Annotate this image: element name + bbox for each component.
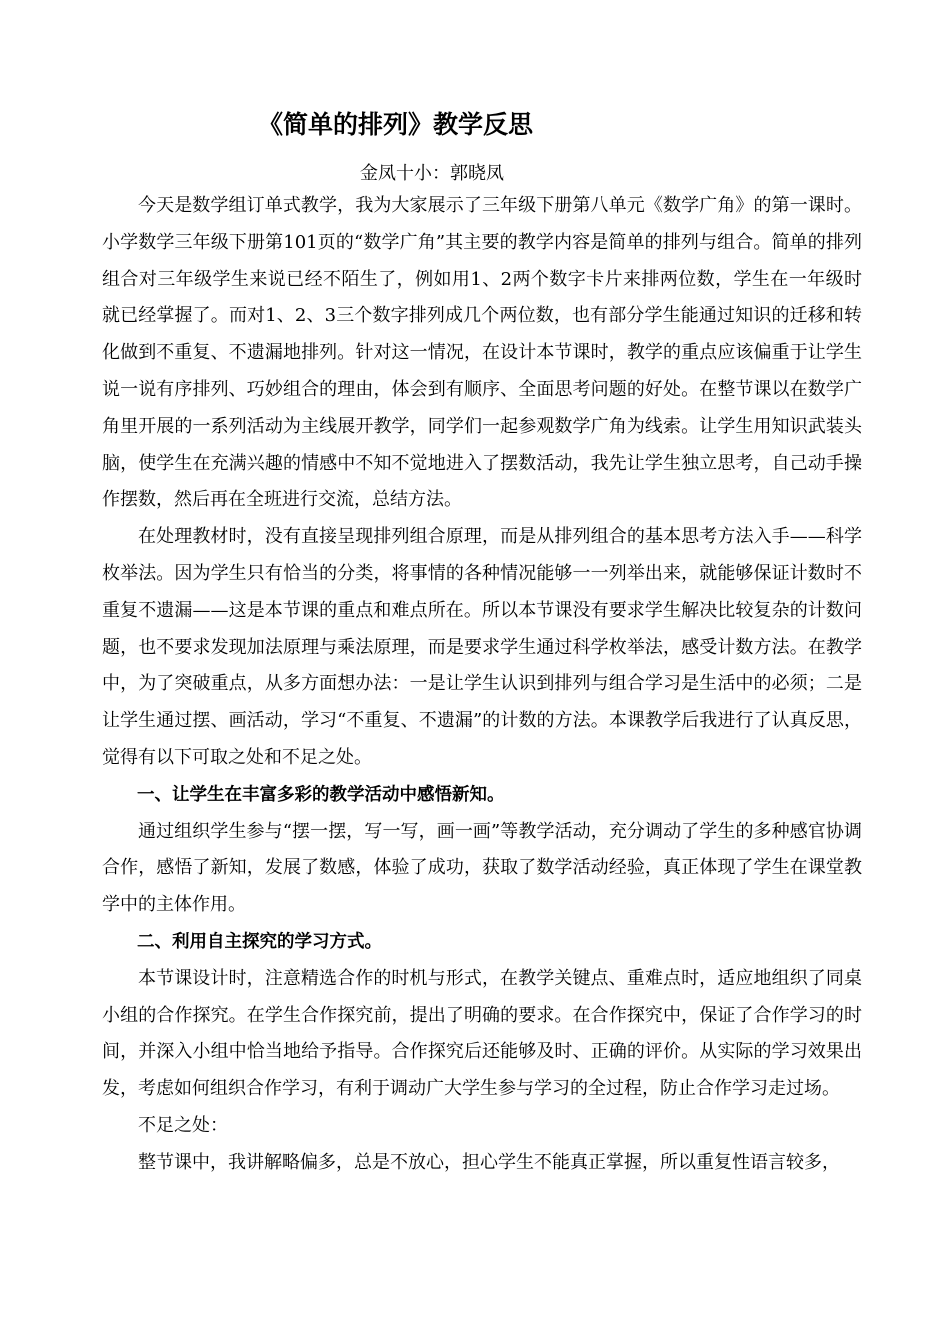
paragraph-shortcomings: 整节课中，我讲解略偏多，总是不放心，担心学生不能真正掌握，所以重复性语言较多， bbox=[138, 1151, 840, 1173]
paragraph-intro: 今天是数学组订单式教学，我为大家展示了三年级下册第八单元《数学广角》的第一课时。小学数学三年级下册第101页的“数学广角”其主要的教学内容是简单的排列与组合。简单的排列组合对三年级学生来说已经不陌生了，例如用1、2两个数字卡片来排两位数，学生在一年级时就已经掌握了。而对1、2、3三个数字排列成几个两位数，也有部分学生能通过知识的迁移和转化做到不重复、不遗漏地排列。针对这一情况，在设计本节课时，教学的重点应该偏重于让学生说一说有序排列、巧妙组合的理由，体会到有顺序、全面思考问题的好处。在整节课以在数学广角里开展的一系列活动为主线展开教学，同学们一起参观数学广角为线索。让学生用知识武装头脑，使学生在充满兴趣的情感中不知不觉地进入了摆数活动，我先让学生独立思考，自己动手操作摆数，然后再在全班进行交流，总结方法。 bbox=[102, 195, 862, 511]
paragraph-section-1: 通过组织学生参与“摆一摆，写一写，画一画”等教学活动，充分调动了学生的多种感官协调合作，感悟了新知，发展了数感，体验了成功，获取了数学活动经验，真正体现了学生在课堂教学中的主体作用。 bbox=[102, 820, 862, 916]
paragraph-materials: 在处理教材时，没有直接呈现排列组合原理，而是从排列组合的基本思考方法入手——科学枚举法。因为学生只有恰当的分类，将事情的各种情况能够一一列举出来，就能够保证计数时不重复不遗漏——这是本节课的重点和难点所在。所以本节课没有要求学生解决比较复杂的计数问题，也不要求发现加法原理与乘法原理，而是要求学生通过科学枚举法，感受计数方法。在教学中，为了突破重点，从多方面想办法：一是让学生认识到排列与组合学习是生活中的必须；二是让学生通过摆、画活动，学习“不重复、不遗漏”的计数的方法。本课教学后我进行了认真反思，觉得有以下可取之处和不足之处。 bbox=[102, 526, 862, 768]
paragraph-section-2: 本节课设计时，注意精选合作的时机与形式，在教学关键点、重难点时，适应地组织了同桌小组的合作探究。在学生合作探究前，提出了明确的要求。在合作探究中，保证了合作学习的时间，并深入小组中恰当地给予指导。合作探究后还能够及时、正确的评价。从实际的学习效果出发，考虑如何组织合作学习，有利于调动广大学生参与学习的全过程，防止合作学习走过场。 bbox=[102, 967, 862, 1100]
section-heading-2: 二、利用自主探究的学习方式。 bbox=[137, 931, 382, 952]
section-heading-1: 一、让学生在丰富多彩的教学活动中感悟新知。 bbox=[137, 784, 505, 805]
document-body bbox=[102, 188, 862, 1182]
shortcomings-label: 不足之处： bbox=[138, 1114, 228, 1136]
document-title: 《简单的排列》教学反思 bbox=[258, 110, 534, 139]
author-line: 金凤十小：郭晓凤 bbox=[360, 163, 504, 184]
